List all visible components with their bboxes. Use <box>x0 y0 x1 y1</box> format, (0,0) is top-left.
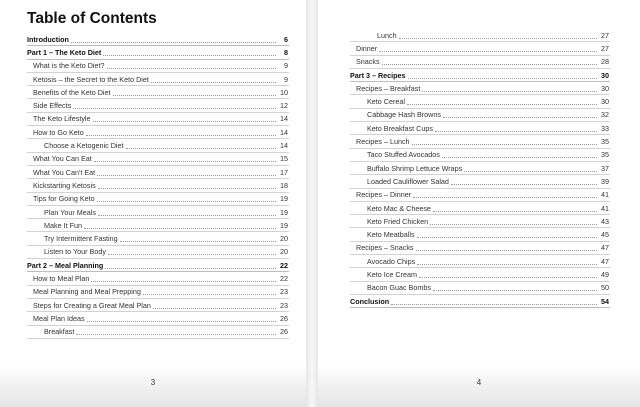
dot-leader <box>103 49 276 56</box>
toc-entry-label: Meal Planning and Meal Prepping <box>33 287 141 297</box>
toc-entry[interactable] <box>27 286 289 299</box>
toc-entry-page-number: 50 <box>601 283 609 293</box>
dot-leader <box>105 262 276 269</box>
toc-entry[interactable] <box>27 113 289 126</box>
toc-entry[interactable] <box>350 109 610 122</box>
toc-entry-label: Make It Fun <box>44 220 82 230</box>
toc-entry-label: Keto Fried Chicken <box>367 216 429 226</box>
toc-entry-page-number: 54 <box>601 296 609 306</box>
dot-leader <box>412 138 597 145</box>
dot-leader <box>417 231 597 238</box>
toc-entry-page-number: 14 <box>280 141 288 151</box>
dot-leader <box>464 165 597 172</box>
toc-entry[interactable] <box>350 175 610 188</box>
toc-entry[interactable] <box>27 193 289 206</box>
toc-entry-page-number: 9 <box>284 61 288 71</box>
toc-entry-label: Conclusion <box>350 296 390 306</box>
dot-leader <box>382 58 597 65</box>
right-page <box>318 0 640 407</box>
dot-leader <box>433 284 597 291</box>
toc-entry[interactable] <box>27 86 289 99</box>
toc-entry[interactable] <box>350 162 610 175</box>
dot-leader <box>417 258 597 265</box>
dot-leader <box>120 235 276 242</box>
toc-entry-page-number: 18 <box>280 180 288 190</box>
toc-entry-label: Choose a Ketogenic Diet <box>44 141 124 151</box>
toc-entry-label: What is the Keto Diet? <box>33 61 105 71</box>
toc-entry[interactable] <box>350 122 610 135</box>
toc-entry-label: Loaded Cauliflower Salad <box>367 176 449 186</box>
toc-entry-page-number: 6 <box>284 34 288 44</box>
toc-entry-page-number: 8 <box>284 47 288 57</box>
toc-entry-page-number: 30 <box>601 97 609 107</box>
toc-entry-page-number: 26 <box>280 327 288 337</box>
toc-entry-page-number: 20 <box>280 234 288 244</box>
toc-entry-label: How to Meal Plan <box>33 273 90 283</box>
toc-entry-page-number: 9 <box>284 74 288 84</box>
toc-entry-label: Introduction <box>27 34 69 44</box>
toc-entry[interactable] <box>350 295 610 308</box>
toc-entry-page-number: 19 <box>280 220 288 230</box>
dot-leader <box>433 205 597 212</box>
toc-entry-label: Keto Mac & Cheese <box>367 203 431 213</box>
toc-entry[interactable] <box>350 29 610 42</box>
page-footer-left <box>0 365 306 407</box>
dot-leader <box>87 315 276 322</box>
dot-leader <box>97 169 276 176</box>
toc-entry[interactable] <box>27 99 289 112</box>
dot-leader <box>108 248 276 255</box>
toc-entry[interactable] <box>27 166 289 179</box>
toc-entry-label: Steps for Creating a Great Meal Plan <box>33 300 151 310</box>
toc-entry-page-number: 39 <box>601 176 609 186</box>
toc-entry-page-number: 22 <box>280 273 288 283</box>
toc-entry[interactable] <box>27 259 289 272</box>
dot-leader <box>76 328 276 335</box>
left-page <box>0 0 306 407</box>
toc-entry-label: Recipes – Snacks <box>356 243 414 253</box>
toc-entry-label: Snacks <box>356 57 380 67</box>
toc-entry-label: Ketosis – the Secret to the Keto Diet <box>33 74 149 84</box>
toc-entry-label: Recipes – Dinner <box>356 190 412 200</box>
toc-entry[interactable] <box>27 312 289 325</box>
dot-leader <box>93 115 276 122</box>
toc-entry-label: Part 2 – Meal Planning <box>27 260 104 270</box>
dot-leader <box>422 85 597 92</box>
toc-entry-label: Tips for Going Keto <box>33 194 95 204</box>
toc-entry-page-number: 41 <box>601 190 609 200</box>
toc-entry-page-number: 27 <box>601 30 609 40</box>
dot-leader <box>451 178 597 185</box>
toc-list-right <box>350 29 610 308</box>
toc-entry[interactable] <box>350 56 610 69</box>
dot-leader <box>107 62 276 69</box>
dot-leader <box>86 129 276 136</box>
toc-entry-label: How to Go Keto <box>33 127 84 137</box>
toc-entry-page-number: 35 <box>601 150 609 160</box>
toc-entry[interactable] <box>27 153 289 166</box>
toc-entry[interactable] <box>27 272 289 285</box>
toc-entry-label: Taco Stuffed Avocados <box>367 150 440 160</box>
toc-entry-page-number: 19 <box>280 194 288 204</box>
dot-leader <box>73 102 276 109</box>
toc-entry[interactable] <box>27 206 289 219</box>
toc-entry-label: Keto Cereal <box>367 97 405 107</box>
toc-entry[interactable] <box>350 82 610 95</box>
dot-leader <box>98 209 276 216</box>
toc-entry[interactable] <box>27 139 289 152</box>
toc-entry-page-number: 41 <box>601 203 609 213</box>
toc-entry-page-number: 30 <box>601 70 609 80</box>
toc-entry[interactable] <box>27 219 289 232</box>
dot-leader <box>443 111 597 118</box>
dot-leader <box>91 275 276 282</box>
toc-entry-label: Benefits of the Keto Diet <box>33 87 111 97</box>
toc-entry[interactable] <box>27 126 289 139</box>
toc-entry-page-number: 47 <box>601 256 609 266</box>
dot-leader <box>143 288 276 295</box>
toc-entry-page-number: 20 <box>280 247 288 257</box>
toc-entry-label: The Keto Lifestyle <box>33 114 91 124</box>
toc-entry-page-number: 47 <box>601 243 609 253</box>
page-number-left: 3 <box>150 378 156 387</box>
toc-entry[interactable] <box>350 282 610 295</box>
toc-entry[interactable] <box>350 69 610 82</box>
toc-entry-page-number: 33 <box>601 123 609 133</box>
toc-entry-label: Keto Meatballs <box>367 230 415 240</box>
page-gap <box>306 0 318 407</box>
toc-entry-page-number: 35 <box>601 137 609 147</box>
toc-entry-page-number: 32 <box>601 110 609 120</box>
toc-entry[interactable] <box>27 73 289 86</box>
toc-entry-page-number: 22 <box>280 260 288 270</box>
toc-entry-page-number: 23 <box>280 300 288 310</box>
toc-entry-label: Meal Plan Ideas <box>33 313 85 323</box>
dot-leader <box>98 182 276 189</box>
dot-leader <box>97 195 276 202</box>
dot-leader <box>413 191 597 198</box>
dot-leader <box>153 302 276 309</box>
toc-entry[interactable] <box>27 33 289 46</box>
toc-entry[interactable] <box>350 95 610 108</box>
toc-entry-page-number: 14 <box>280 114 288 124</box>
toc-entry[interactable] <box>27 246 289 259</box>
toc-entry[interactable] <box>350 149 610 162</box>
dot-leader <box>430 218 597 225</box>
toc-entry-label: Dinner <box>356 43 378 53</box>
toc-entry-page-number: 23 <box>280 287 288 297</box>
toc-entry-label: Part 1 – The Keto Diet <box>27 47 102 57</box>
toc-entry-label: Kickstarting Ketosis <box>33 180 96 190</box>
toc-entry[interactable] <box>350 255 610 268</box>
toc-entry-label: Plan Your Meals <box>44 207 96 217</box>
toc-entry-label: Bacon Guac Bombs <box>367 283 431 293</box>
dot-leader <box>399 32 597 39</box>
toc-entry[interactable] <box>350 268 610 281</box>
toc-entry-page-number: 28 <box>601 57 609 67</box>
toc-title: Table of Contents <box>27 10 157 27</box>
toc-entry-label: Listen to Your Body <box>44 247 106 257</box>
toc-entry[interactable] <box>350 42 610 55</box>
toc-entry-page-number: 37 <box>601 163 609 173</box>
toc-entry-page-number: 49 <box>601 269 609 279</box>
toc-entry-label: Lunch <box>377 30 397 40</box>
toc-entry[interactable] <box>27 232 289 245</box>
toc-entry[interactable] <box>27 326 289 339</box>
toc-entry-label: Cabbage Hash Browns <box>367 110 441 120</box>
toc-entry-label: Buffalo Shrimp Lettuce Wraps <box>367 163 463 173</box>
toc-entry[interactable] <box>27 46 289 59</box>
toc-entry[interactable] <box>27 179 289 192</box>
toc-entry-label: What You Can Eat <box>33 154 92 164</box>
toc-entry-label: Breakfast <box>44 327 75 337</box>
dot-leader <box>419 271 597 278</box>
toc-entry-label: Recipes – Breakfast <box>356 83 421 93</box>
toc-entry[interactable] <box>350 202 610 215</box>
dot-leader <box>126 142 276 149</box>
dot-leader <box>408 72 597 79</box>
toc-entry-page-number: 43 <box>601 216 609 226</box>
toc-entry-page-number: 17 <box>280 167 288 177</box>
toc-entry-page-number: 30 <box>601 83 609 93</box>
dot-leader <box>94 155 276 162</box>
toc-entry[interactable] <box>27 60 289 73</box>
toc-entry[interactable] <box>350 228 610 241</box>
toc-entry[interactable] <box>350 242 610 255</box>
dot-leader <box>416 244 597 251</box>
toc-list-left <box>27 33 289 339</box>
dot-leader <box>113 89 276 96</box>
toc-entry-label: Keto Breakfast Cups <box>367 123 433 133</box>
dot-leader <box>442 151 597 158</box>
dot-leader <box>407 98 597 105</box>
toc-entry[interactable] <box>350 135 610 148</box>
toc-entry-page-number: 26 <box>280 313 288 323</box>
toc-entry-label: Avocado Chips <box>367 256 416 266</box>
page-number-right: 4 <box>476 378 482 387</box>
toc-entry[interactable] <box>27 299 289 312</box>
dot-leader <box>151 76 276 83</box>
dot-leader <box>435 125 597 132</box>
dot-leader <box>71 36 276 43</box>
toc-entry[interactable] <box>350 189 610 202</box>
toc-entry-page-number: 15 <box>280 154 288 164</box>
toc-entry-label: Part 3 – Recipes <box>350 70 406 80</box>
toc-entry-page-number: 12 <box>280 101 288 111</box>
dot-leader <box>379 45 597 52</box>
toc-entry-label: Recipes – Lunch <box>356 137 410 147</box>
toc-entry-label: Try Intermittent Fasting <box>44 234 118 244</box>
dot-leader <box>84 222 276 229</box>
toc-entry-page-number: 19 <box>280 207 288 217</box>
toc-entry-label: Keto Ice Cream <box>367 269 417 279</box>
toc-entry[interactable] <box>350 215 610 228</box>
toc-entry-page-number: 45 <box>601 230 609 240</box>
toc-entry-page-number: 27 <box>601 43 609 53</box>
page-footer-right <box>318 365 640 407</box>
dot-leader <box>391 298 597 305</box>
toc-entry-page-number: 10 <box>280 87 288 97</box>
toc-entry-label: Side Effects <box>33 101 72 111</box>
toc-entry-page-number: 14 <box>280 127 288 137</box>
toc-entry-label: What You Can't Eat <box>33 167 96 177</box>
